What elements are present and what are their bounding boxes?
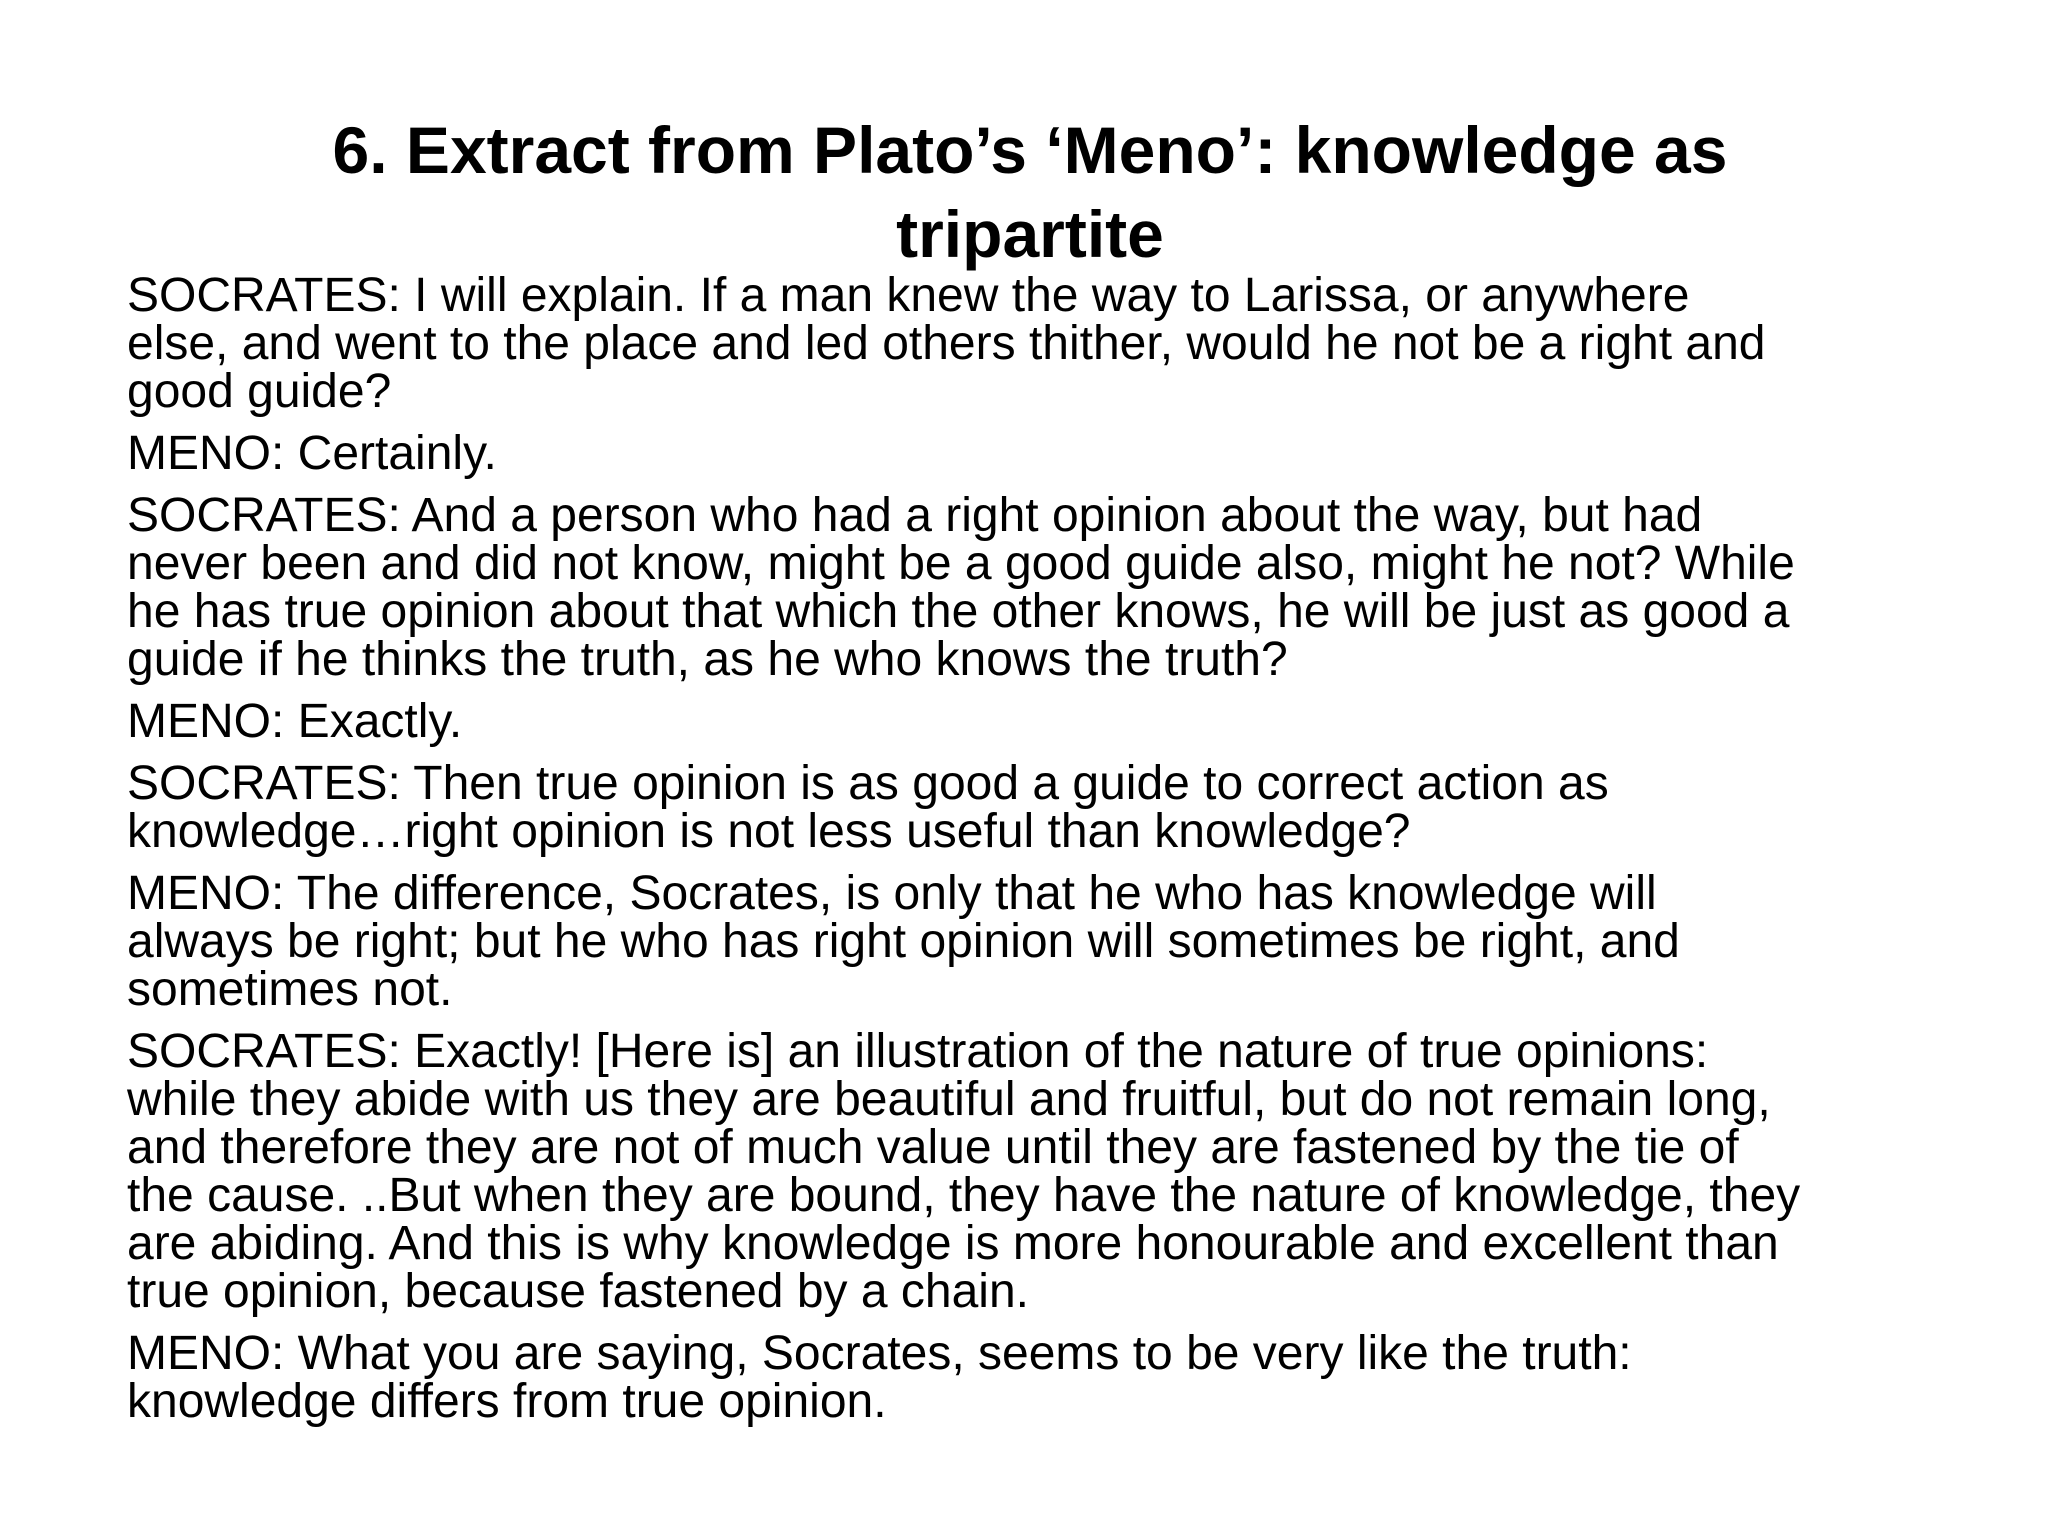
dialogue-paragraph-socrates-4: SOCRATES: Exactly! [Here is] an illustration of the nature of true opinions: while they abide with us they are beautiful and fruitful, but do not remain long, and therefore they are not of much value until they are fastened by the tie of the cause. ..But when they are bound, they have the nature of knowledge, they are abiding. And this is why knowledge is more honourable and excellent than true opinion, because fastened by a chain. — [127, 1025, 1801, 1318]
dialogue-paragraph-meno-3: MENO: The difference, Socrates, is only that he who has knowledge will always be right; but he who has right opinion will sometimes be right, and sometimes not. — [127, 867, 1680, 1016]
dialogue-paragraph-meno-4: MENO: What you are saying, Socrates, seems to be very like the truth: knowledge differs from true opinion. — [127, 1327, 1632, 1428]
dialogue-paragraph-meno-2: MENO: Exactly. — [127, 695, 463, 748]
dialogue-body — [127, 269, 1957, 1440]
dialogue-paragraph-socrates-1: SOCRATES: I will explain. If a man knew the way to Larissa, or anywhere else, and went to the place and led others thither, would he not be a right and good guide? — [127, 269, 1766, 418]
slide-title: 6. Extract from Plato’s ‘Meno’: knowledge as tripartite — [332, 113, 1728, 271]
dialogue-paragraph-meno-1: MENO: Certainly. — [127, 427, 497, 480]
dialogue-paragraph-socrates-3: SOCRATES: Then true opinion is as good a guide to correct action as knowledge…right opinion is not less useful than knowledge? — [127, 757, 1609, 858]
dialogue-paragraph-socrates-2: SOCRATES: And a person who had a right opinion about the way, but had never been and did not know, might be a good guide also, might he not? While he has true opinion about that which the other knows, he will be just as good a guide if he thinks the truth, as he who knows the truth? — [127, 489, 1795, 686]
